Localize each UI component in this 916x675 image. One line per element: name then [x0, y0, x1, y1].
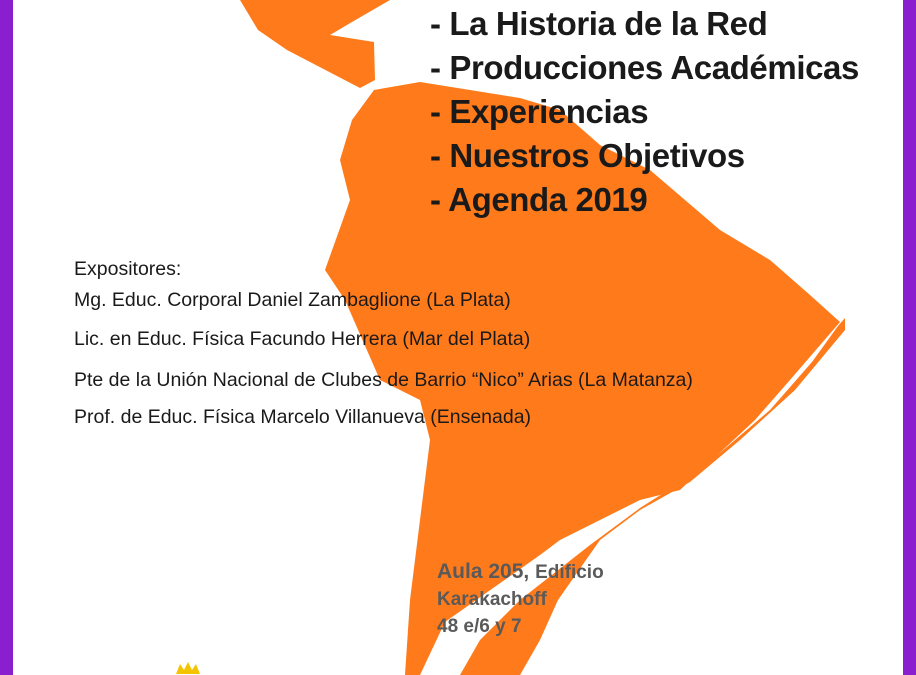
speaker-item: Prof. de Educ. Física Marcelo Villanueva (Ensenada)	[74, 406, 532, 428]
partial-logo-icon	[172, 660, 212, 675]
venue-room: Aula 205,	[437, 560, 530, 583]
venue-building-name: Karakachoff	[437, 589, 547, 610]
venue-address: 48 e/6 y 7	[437, 616, 522, 637]
topic-item: - La Historia de la Red	[430, 5, 768, 42]
venue-block	[437, 558, 604, 640]
topic-item: - Producciones Académicas	[430, 49, 859, 86]
topic-item: - Agenda 2019	[430, 181, 648, 218]
speakers-heading: Expositores:	[74, 258, 182, 280]
topic-item: - Experiencias	[430, 93, 649, 130]
speaker-item: Mg. Educ. Corporal Daniel Zambaglione (La Plata)	[74, 289, 511, 311]
topic-item: - Nuestros Objetivos	[430, 137, 745, 174]
central-america-shape	[240, 0, 390, 88]
venue-building-word: Edificio	[535, 562, 604, 583]
venue-line-room	[437, 558, 604, 586]
speaker-item: Pte de la Unión Nacional de Clubes de Barrio “Nico” Arias (La Matanza)	[74, 369, 693, 391]
topics-list	[430, 2, 859, 222]
speaker-item: Lic. en Educ. Física Facundo Herrera (Mar del Plata)	[74, 328, 531, 350]
